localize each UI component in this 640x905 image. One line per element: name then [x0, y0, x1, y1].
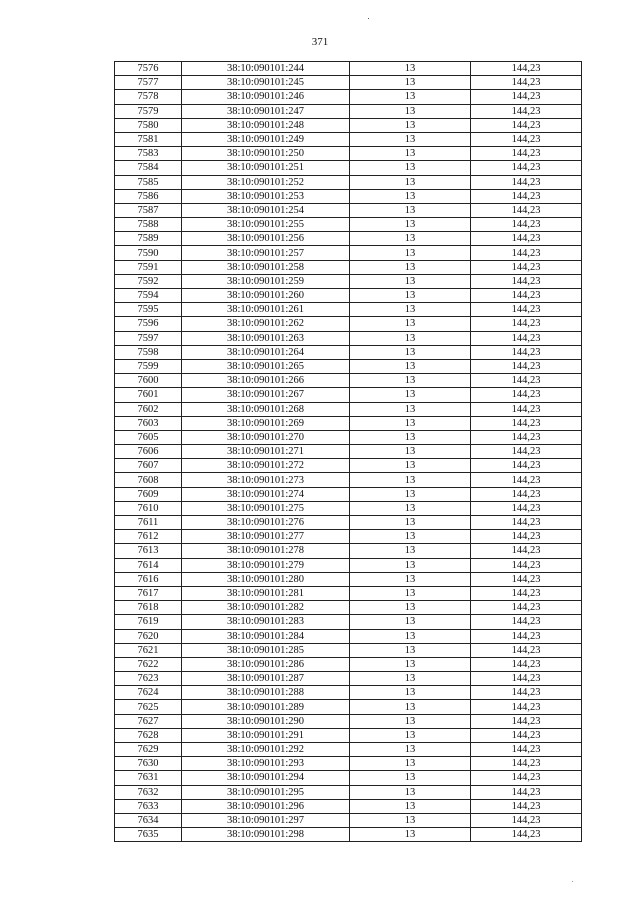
- table-row: [115, 657, 582, 671]
- table-row: [115, 601, 582, 615]
- row-number-cell: 7595: [115, 303, 182, 317]
- count-cell: 13: [350, 132, 471, 146]
- table-row: [115, 473, 582, 487]
- cadastral-number-cell: 38:10:090101:256: [182, 232, 350, 246]
- count-cell: 13: [350, 686, 471, 700]
- count-cell: 13: [350, 757, 471, 771]
- row-number-cell: 7584: [115, 161, 182, 175]
- table-row: [115, 516, 582, 530]
- count-cell: 13: [350, 118, 471, 132]
- cadastral-number-cell: 38:10:090101:271: [182, 445, 350, 459]
- area-value-cell: 144,23: [471, 303, 582, 317]
- cadastral-number-cell: 38:10:090101:258: [182, 260, 350, 274]
- table-row: [115, 274, 582, 288]
- row-number-cell: 7619: [115, 615, 182, 629]
- area-value-cell: 144,23: [471, 629, 582, 643]
- count-cell: 13: [350, 317, 471, 331]
- row-number-cell: 7625: [115, 700, 182, 714]
- count-cell: 13: [350, 771, 471, 785]
- area-value-cell: 144,23: [471, 473, 582, 487]
- row-number-cell: 7591: [115, 260, 182, 274]
- row-number-cell: 7605: [115, 430, 182, 444]
- cadastral-number-cell: 38:10:090101:275: [182, 501, 350, 515]
- cadastral-number-cell: 38:10:090101:284: [182, 629, 350, 643]
- table-row: [115, 459, 582, 473]
- cadastral-number-cell: 38:10:090101:252: [182, 175, 350, 189]
- cadastral-number-cell: 38:10:090101:290: [182, 714, 350, 728]
- count-cell: 13: [350, 700, 471, 714]
- cadastral-number-cell: 38:10:090101:298: [182, 828, 350, 842]
- count-cell: 13: [350, 260, 471, 274]
- area-value-cell: 144,23: [471, 345, 582, 359]
- count-cell: 13: [350, 359, 471, 373]
- row-number-cell: 7627: [115, 714, 182, 728]
- table-row: [115, 501, 582, 515]
- row-number-cell: 7592: [115, 274, 182, 288]
- count-cell: 13: [350, 289, 471, 303]
- table-row: [115, 161, 582, 175]
- area-value-cell: 144,23: [471, 232, 582, 246]
- table-row: [115, 189, 582, 203]
- row-number-cell: 7630: [115, 757, 182, 771]
- count-cell: 13: [350, 345, 471, 359]
- row-number-cell: 7612: [115, 530, 182, 544]
- table-row: [115, 331, 582, 345]
- count-cell: 13: [350, 501, 471, 515]
- cadastral-number-cell: 38:10:090101:291: [182, 728, 350, 742]
- row-number-cell: 7599: [115, 359, 182, 373]
- row-number-cell: 7620: [115, 629, 182, 643]
- cadastral-number-cell: 38:10:090101:261: [182, 303, 350, 317]
- count-cell: 13: [350, 487, 471, 501]
- cadastral-number-cell: 38:10:090101:276: [182, 516, 350, 530]
- row-number-cell: 7586: [115, 189, 182, 203]
- row-number-cell: 7609: [115, 487, 182, 501]
- count-cell: 13: [350, 473, 471, 487]
- row-number-cell: 7618: [115, 601, 182, 615]
- area-value-cell: 144,23: [471, 76, 582, 90]
- area-value-cell: 144,23: [471, 260, 582, 274]
- row-number-cell: 7585: [115, 175, 182, 189]
- table-row: [115, 572, 582, 586]
- row-number-cell: 7628: [115, 728, 182, 742]
- table-row: [115, 388, 582, 402]
- parcel-table-body: [115, 62, 582, 842]
- cadastral-number-cell: 38:10:090101:253: [182, 189, 350, 203]
- count-cell: 13: [350, 785, 471, 799]
- area-value-cell: 144,23: [471, 104, 582, 118]
- table-row: [115, 714, 582, 728]
- count-cell: 13: [350, 601, 471, 615]
- cadastral-number-cell: 38:10:090101:255: [182, 218, 350, 232]
- area-value-cell: 144,23: [471, 246, 582, 260]
- table-row: [115, 785, 582, 799]
- row-number-cell: 7611: [115, 516, 182, 530]
- cadastral-number-cell: 38:10:090101:273: [182, 473, 350, 487]
- cadastral-number-cell: 38:10:090101:269: [182, 416, 350, 430]
- row-number-cell: 7623: [115, 672, 182, 686]
- row-number-cell: 7590: [115, 246, 182, 260]
- area-value-cell: 144,23: [471, 175, 582, 189]
- table-row: [115, 260, 582, 274]
- cadastral-number-cell: 38:10:090101:283: [182, 615, 350, 629]
- row-number-cell: 7596: [115, 317, 182, 331]
- row-number-cell: 7578: [115, 90, 182, 104]
- cadastral-number-cell: 38:10:090101:289: [182, 700, 350, 714]
- table-row: [115, 76, 582, 90]
- count-cell: 13: [350, 76, 471, 90]
- area-value-cell: 144,23: [471, 558, 582, 572]
- page-number: 371: [311, 36, 329, 48]
- table-row: [115, 118, 582, 132]
- cadastral-number-cell: 38:10:090101:264: [182, 345, 350, 359]
- table-row: [115, 203, 582, 217]
- area-value-cell: 144,23: [471, 516, 582, 530]
- table-row: [115, 132, 582, 146]
- cadastral-number-cell: 38:10:090101:260: [182, 289, 350, 303]
- row-number-cell: 7594: [115, 289, 182, 303]
- area-value-cell: 144,23: [471, 785, 582, 799]
- table-row: [115, 445, 582, 459]
- count-cell: 13: [350, 799, 471, 813]
- cadastral-number-cell: 38:10:090101:278: [182, 544, 350, 558]
- area-value-cell: 144,23: [471, 374, 582, 388]
- area-value-cell: 144,23: [471, 601, 582, 615]
- table-row: [115, 232, 582, 246]
- area-value-cell: 144,23: [471, 643, 582, 657]
- area-value-cell: 144,23: [471, 274, 582, 288]
- table-row: [115, 62, 582, 76]
- cadastral-number-cell: 38:10:090101:257: [182, 246, 350, 260]
- cadastral-number-cell: 38:10:090101:296: [182, 799, 350, 813]
- area-value-cell: 144,23: [471, 828, 582, 842]
- table-row: [115, 672, 582, 686]
- area-value-cell: 144,23: [471, 147, 582, 161]
- table-row: [115, 771, 582, 785]
- cadastral-number-cell: 38:10:090101:248: [182, 118, 350, 132]
- area-value-cell: 144,23: [471, 189, 582, 203]
- area-value-cell: 144,23: [471, 331, 582, 345]
- table-row: [115, 643, 582, 657]
- count-cell: 13: [350, 615, 471, 629]
- table-row: [115, 430, 582, 444]
- count-cell: 13: [350, 743, 471, 757]
- count-cell: 13: [350, 232, 471, 246]
- row-number-cell: 7601: [115, 388, 182, 402]
- table-row: [115, 147, 582, 161]
- cadastral-number-cell: 38:10:090101:245: [182, 76, 350, 90]
- cadastral-number-cell: 38:10:090101:274: [182, 487, 350, 501]
- count-cell: 13: [350, 643, 471, 657]
- cadastral-number-cell: 38:10:090101:265: [182, 359, 350, 373]
- table-row: [115, 487, 582, 501]
- cadastral-number-cell: 38:10:090101:287: [182, 672, 350, 686]
- row-number-cell: 7587: [115, 203, 182, 217]
- row-number-cell: 7632: [115, 785, 182, 799]
- count-cell: 13: [350, 530, 471, 544]
- count-cell: 13: [350, 459, 471, 473]
- table-row: [115, 686, 582, 700]
- row-number-cell: 7617: [115, 586, 182, 600]
- row-number-cell: 7634: [115, 813, 182, 827]
- table-row: [115, 246, 582, 260]
- count-cell: 13: [350, 189, 471, 203]
- scan-speck: [572, 881, 573, 882]
- area-value-cell: 144,23: [471, 530, 582, 544]
- area-value-cell: 144,23: [471, 657, 582, 671]
- area-value-cell: 144,23: [471, 728, 582, 742]
- area-value-cell: 144,23: [471, 430, 582, 444]
- cadastral-number-cell: 38:10:090101:270: [182, 430, 350, 444]
- area-value-cell: 144,23: [471, 459, 582, 473]
- cadastral-number-cell: 38:10:090101:280: [182, 572, 350, 586]
- area-value-cell: 144,23: [471, 757, 582, 771]
- row-number-cell: 7629: [115, 743, 182, 757]
- row-number-cell: 7600: [115, 374, 182, 388]
- table-row: [115, 743, 582, 757]
- count-cell: 13: [350, 175, 471, 189]
- cadastral-number-cell: 38:10:090101:262: [182, 317, 350, 331]
- area-value-cell: 144,23: [471, 359, 582, 373]
- row-number-cell: 7598: [115, 345, 182, 359]
- cadastral-number-cell: 38:10:090101:244: [182, 62, 350, 76]
- table-row: [115, 558, 582, 572]
- count-cell: 13: [350, 629, 471, 643]
- table-row: [115, 345, 582, 359]
- count-cell: 13: [350, 303, 471, 317]
- row-number-cell: 7580: [115, 118, 182, 132]
- count-cell: 13: [350, 203, 471, 217]
- cadastral-number-cell: 38:10:090101:268: [182, 402, 350, 416]
- table-row: [115, 402, 582, 416]
- table-row: [115, 175, 582, 189]
- row-number-cell: 7589: [115, 232, 182, 246]
- count-cell: 13: [350, 104, 471, 118]
- area-value-cell: 144,23: [471, 132, 582, 146]
- row-number-cell: 7607: [115, 459, 182, 473]
- area-value-cell: 144,23: [471, 501, 582, 515]
- row-number-cell: 7581: [115, 132, 182, 146]
- table-row: [115, 317, 582, 331]
- cadastral-number-cell: 38:10:090101:246: [182, 90, 350, 104]
- count-cell: 13: [350, 402, 471, 416]
- cadastral-number-cell: 38:10:090101:293: [182, 757, 350, 771]
- area-value-cell: 144,23: [471, 487, 582, 501]
- count-cell: 13: [350, 445, 471, 459]
- table-row: [115, 813, 582, 827]
- area-value-cell: 144,23: [471, 686, 582, 700]
- cadastral-number-cell: 38:10:090101:279: [182, 558, 350, 572]
- area-value-cell: 144,23: [471, 799, 582, 813]
- row-number-cell: 7579: [115, 104, 182, 118]
- row-number-cell: 7602: [115, 402, 182, 416]
- table-row: [115, 629, 582, 643]
- cadastral-number-cell: 38:10:090101:297: [182, 813, 350, 827]
- count-cell: 13: [350, 813, 471, 827]
- row-number-cell: 7597: [115, 331, 182, 345]
- row-number-cell: 7621: [115, 643, 182, 657]
- count-cell: 13: [350, 331, 471, 345]
- cadastral-number-cell: 38:10:090101:281: [182, 586, 350, 600]
- count-cell: 13: [350, 516, 471, 530]
- area-value-cell: 144,23: [471, 771, 582, 785]
- table-row: [115, 586, 582, 600]
- row-number-cell: 7624: [115, 686, 182, 700]
- table-row: [115, 530, 582, 544]
- count-cell: 13: [350, 388, 471, 402]
- row-number-cell: 7603: [115, 416, 182, 430]
- count-cell: 13: [350, 572, 471, 586]
- table-row: [115, 374, 582, 388]
- count-cell: 13: [350, 90, 471, 104]
- row-number-cell: 7622: [115, 657, 182, 671]
- count-cell: 13: [350, 62, 471, 76]
- table-row: [115, 828, 582, 842]
- area-value-cell: 144,23: [471, 90, 582, 104]
- count-cell: 13: [350, 147, 471, 161]
- area-value-cell: 144,23: [471, 615, 582, 629]
- cadastral-number-cell: 38:10:090101:254: [182, 203, 350, 217]
- cadastral-number-cell: 38:10:090101:266: [182, 374, 350, 388]
- area-value-cell: 144,23: [471, 813, 582, 827]
- row-number-cell: 7633: [115, 799, 182, 813]
- count-cell: 13: [350, 246, 471, 260]
- area-value-cell: 144,23: [471, 544, 582, 558]
- count-cell: 13: [350, 161, 471, 175]
- area-value-cell: 144,23: [471, 672, 582, 686]
- cadastral-number-cell: 38:10:090101:251: [182, 161, 350, 175]
- table-row: [115, 218, 582, 232]
- row-number-cell: 7610: [115, 501, 182, 515]
- cadastral-number-cell: 38:10:090101:247: [182, 104, 350, 118]
- row-number-cell: 7583: [115, 147, 182, 161]
- cadastral-number-cell: 38:10:090101:295: [182, 785, 350, 799]
- table-row: [115, 728, 582, 742]
- area-value-cell: 144,23: [471, 416, 582, 430]
- count-cell: 13: [350, 416, 471, 430]
- row-number-cell: 7613: [115, 544, 182, 558]
- row-number-cell: 7616: [115, 572, 182, 586]
- count-cell: 13: [350, 828, 471, 842]
- cadastral-number-cell: 38:10:090101:282: [182, 601, 350, 615]
- table-row: [115, 303, 582, 317]
- count-cell: 13: [350, 672, 471, 686]
- cadastral-number-cell: 38:10:090101:285: [182, 643, 350, 657]
- table-row: [115, 544, 582, 558]
- table-row: [115, 289, 582, 303]
- cadastral-number-cell: 38:10:090101:277: [182, 530, 350, 544]
- count-cell: 13: [350, 714, 471, 728]
- area-value-cell: 144,23: [471, 317, 582, 331]
- cadastral-number-cell: 38:10:090101:288: [182, 686, 350, 700]
- area-value-cell: 144,23: [471, 700, 582, 714]
- area-value-cell: 144,23: [471, 402, 582, 416]
- table-row: [115, 700, 582, 714]
- area-value-cell: 144,23: [471, 572, 582, 586]
- area-value-cell: 144,23: [471, 62, 582, 76]
- cadastral-number-cell: 38:10:090101:259: [182, 274, 350, 288]
- row-number-cell: 7635: [115, 828, 182, 842]
- cadastral-number-cell: 38:10:090101:272: [182, 459, 350, 473]
- cadastral-number-cell: 38:10:090101:292: [182, 743, 350, 757]
- area-value-cell: 144,23: [471, 289, 582, 303]
- count-cell: 13: [350, 558, 471, 572]
- count-cell: 13: [350, 728, 471, 742]
- row-number-cell: 7577: [115, 76, 182, 90]
- table-row: [115, 799, 582, 813]
- area-value-cell: 144,23: [471, 388, 582, 402]
- area-value-cell: 144,23: [471, 743, 582, 757]
- row-number-cell: 7614: [115, 558, 182, 572]
- cadastral-number-cell: 38:10:090101:267: [182, 388, 350, 402]
- count-cell: 13: [350, 430, 471, 444]
- count-cell: 13: [350, 218, 471, 232]
- cadastral-number-cell: 38:10:090101:250: [182, 147, 350, 161]
- table-row: [115, 359, 582, 373]
- table-row: [115, 615, 582, 629]
- cadastral-number-cell: 38:10:090101:286: [182, 657, 350, 671]
- count-cell: 13: [350, 274, 471, 288]
- row-number-cell: 7631: [115, 771, 182, 785]
- row-number-cell: 7588: [115, 218, 182, 232]
- row-number-cell: 7576: [115, 62, 182, 76]
- row-number-cell: 7606: [115, 445, 182, 459]
- area-value-cell: 144,23: [471, 586, 582, 600]
- count-cell: 13: [350, 657, 471, 671]
- area-value-cell: 144,23: [471, 714, 582, 728]
- area-value-cell: 144,23: [471, 118, 582, 132]
- count-cell: 13: [350, 544, 471, 558]
- scan-speck: [368, 18, 369, 19]
- parcel-table: [114, 61, 582, 842]
- area-value-cell: 144,23: [471, 445, 582, 459]
- cadastral-number-cell: 38:10:090101:249: [182, 132, 350, 146]
- area-value-cell: 144,23: [471, 203, 582, 217]
- table-row: [115, 757, 582, 771]
- row-number-cell: 7608: [115, 473, 182, 487]
- table-row: [115, 104, 582, 118]
- cadastral-number-cell: 38:10:090101:263: [182, 331, 350, 345]
- cadastral-number-cell: 38:10:090101:294: [182, 771, 350, 785]
- area-value-cell: 144,23: [471, 218, 582, 232]
- table-row: [115, 90, 582, 104]
- count-cell: 13: [350, 374, 471, 388]
- count-cell: 13: [350, 586, 471, 600]
- table-row: [115, 416, 582, 430]
- area-value-cell: 144,23: [471, 161, 582, 175]
